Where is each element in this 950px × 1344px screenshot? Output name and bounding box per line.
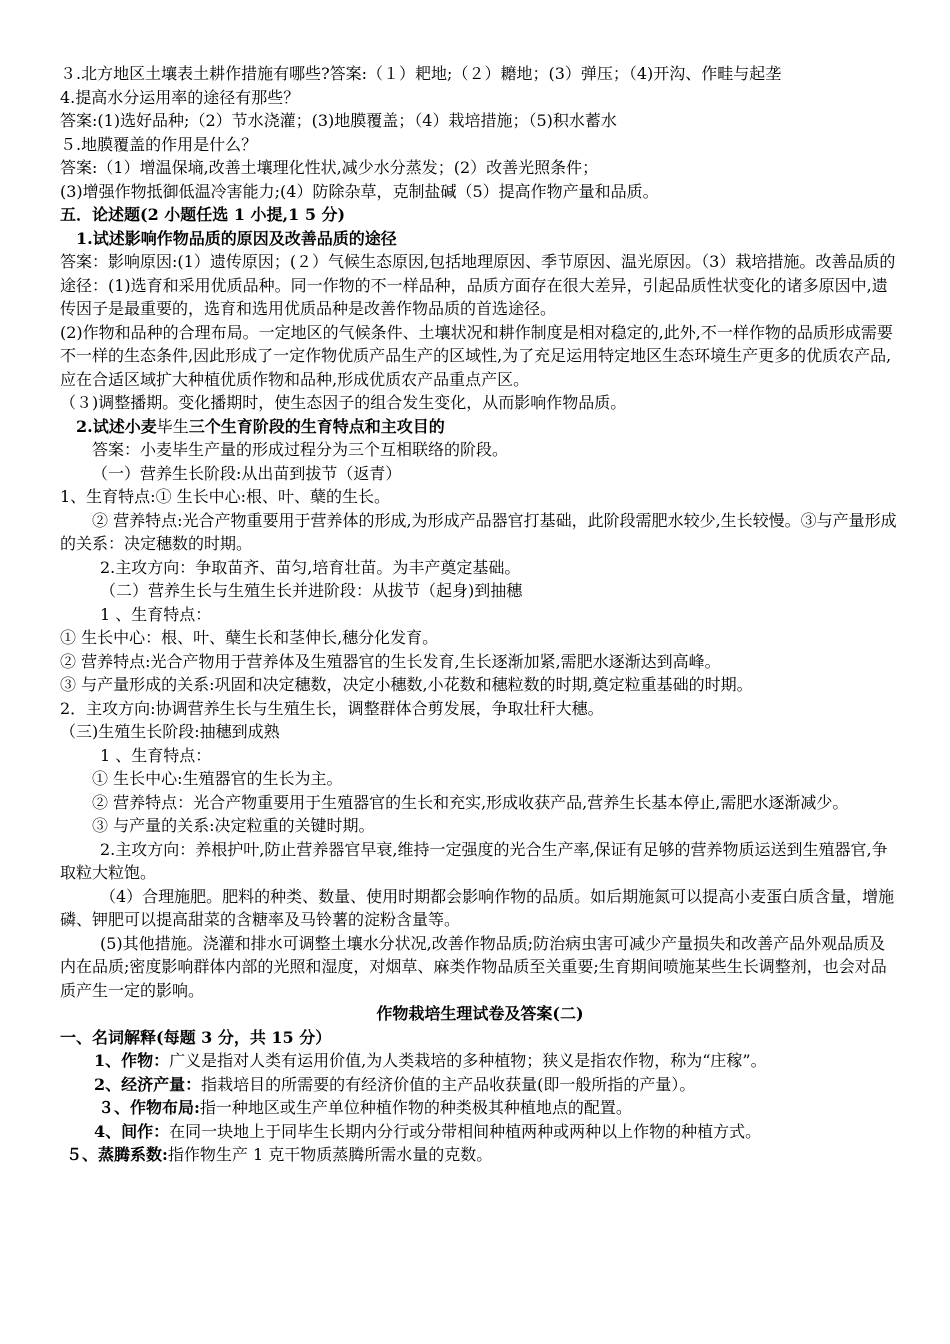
essay-2-title-part-c: 三个生育阶段的生育特点和主攻目的 <box>188 416 445 436</box>
stage-2-feature-label: 1 、生育特点： <box>100 604 212 624</box>
stage-3-feature-label: 1 、生育特点： <box>100 745 212 765</box>
term-4 <box>60 1120 900 1144</box>
term-3 <box>60 1096 900 1120</box>
measure-4: （4）合理施肥。肥料的种类、数量、使用时期都会影响作物的品质。如后期施氮可以提高小麦蛋白质含量，增施磷、钾肥可以提高甜菜的含糖率及马铃薯的淀粉含量等。 <box>60 886 895 929</box>
term-1 <box>60 1049 900 1073</box>
essay-1-paragraph-1: 答案：影响原因:(1）遗传原因；(２）气候生态原因,包括地理原因、季节原因、温光原因。（3）栽培措施。改善品质的途径：(1)选育和采用优质品种。同一作物的不一样品种，品质方面存在很大差异，引起品质性状变化的诸多原因中,遗传因子是最重要的，选育和选用优质品种是改善作物品质的首选途径。 <box>60 252 896 318</box>
term-2-definition: 指栽培目的所需要的有经济价值的主产品收获量(即一般所指的产量）。 <box>201 1074 696 1094</box>
term-3-definition: 指一种地区或生产单位种植作物的种类极其种植地点的配置。 <box>199 1098 632 1117</box>
question-5: ５.地膜覆盖的作用是什么？ <box>60 134 258 154</box>
stage-2-center: ① 生长中心：根、叶、蘖生长和茎伸长,穗分化发育。 <box>60 628 439 647</box>
essay-1-paragraph-3: （３)调整播期。变化播期时，使生态因子的组合发生变化，从而影响作物品质。 <box>60 393 627 412</box>
term-2-name: 2、经济产量 <box>94 1074 186 1094</box>
stage-3-relation: ③ 与产量的关系:决定粒重的关键时期。 <box>92 816 375 835</box>
essay-2-title-part-b: 毕生 <box>156 416 189 436</box>
essay-2-title <box>60 415 900 439</box>
question-4: 4.提高水分运用率的途径有那些？ <box>60 87 300 107</box>
term-2 <box>60 1073 900 1097</box>
essay-2-title-part-a: 2.试述小麦 <box>76 416 157 436</box>
term-1-name: 1、作物 <box>94 1051 154 1070</box>
term-4-name: 4、间作 <box>94 1121 154 1141</box>
term-2-separator: ： <box>185 1074 202 1094</box>
stage-2-title: （二）营养生长与生殖生长并进阶段：从拔节（起身)到抽穗 <box>100 581 523 600</box>
essay-1-paragraph-2: (2)作物和品种的合理布局。一定地区的气候条件、土壤状况和耕作制度是相对稳定的,此外,不一样作物的品质形成需要不一样的生态条件,因此形成了一定作物优质产品生产的区域性,为了充足运用特定地区生态环境生产更多的优质农产品,应在合适区域扩大种植优质作物和品种,形成优质农产品重点产区。 <box>60 322 893 389</box>
part-1-title: 一、名词解释(每题 3 分，共 15 分） <box>60 1027 332 1047</box>
question-3: ３.北方地区土壤表土耕作措施有哪些?答案:（１）耙地;（２）耱地；(3）弹压；（4)开沟、作畦与起垄 <box>60 64 782 83</box>
stage-1-feature: 1、生育特点:① 生长中心:根、叶、蘖的生长。 <box>60 487 391 506</box>
stage-2-nutrition: ② 营养特点:光合产物用于营养体及生殖器官的生长发育,生长逐渐加紧,需肥水逐渐达到高峰。 <box>60 651 721 671</box>
term-5-separator: : <box>162 1145 168 1164</box>
essay-2-answer: 答案：小麦毕生产量的形成过程分为三个互相联络的阶段。 <box>92 440 509 459</box>
term-3-name: ３、作物布局 <box>98 1098 195 1117</box>
term-3-separator: : <box>194 1098 200 1117</box>
term-5-name: ５、蒸腾系数 <box>66 1145 163 1164</box>
stage-3-nutrition: ② 营养特点：光合产物重要用于生殖器官的生长和充实,形成收获产品,营养生长基本停止,需肥水逐渐减少。 <box>92 792 849 812</box>
stage-3-center: ① 生长中心:生殖器官的生长为主。 <box>92 769 343 788</box>
stage-3-title: （三)生殖生长阶段:抽穗到成熟 <box>60 722 280 741</box>
term-4-separator: ： <box>153 1121 170 1141</box>
stage-1-nutrition: ② 营养特点:光合产物重要用于营养体的形成,为形成产品器官打基础，此阶段需肥水较少,生长较慢。③与产量形成的关系：决定穗数的时期。 <box>60 510 897 553</box>
term-1-definition: 广义是指对人类有运用价值,为人类栽培的多种植物；狭义是指农作物，称为“庄稼”。 <box>169 1051 767 1070</box>
stage-1-title: （一）营养生长阶段:从出苗到拔节（返青） <box>92 463 402 483</box>
stage-3-direction: 2.主攻方向：养根护叶,防止营养器官早衰,维持一定强度的光合生产率,保证有足够的营养物质运送到生殖器官,争取粒大粒饱。 <box>60 839 888 882</box>
measure-5: (5)其他措施。浇灌和排水可调整土壤水分状况,改善作物品质;防治病虫害可减少产量损失和改善产品外观品质及内在品质;密度影响群体内部的光照和湿度，对烟草、麻类作物品质至关重要;生育期间喷施某些生长调整剂，也会对品质产生一定的影响。 <box>60 933 887 1000</box>
term-4-definition: 在同一块地上于同毕生长期内分行或分带相间种植两种或两种以上作物的种植方式。 <box>169 1121 762 1141</box>
question-5-answer-line-2: (3)增强作物抵御低温冷害能力;(4）防除杂草，克制盐碱（5）提高作物产量和品质。 <box>60 181 659 201</box>
stage-1-direction: 2.主攻方向：争取苗齐、苗匀,培育壮苗。为丰产奠定基础。 <box>100 557 521 577</box>
term-5-definition: 指作物生产 1 克干物质蒸腾所需水量的克数。 <box>167 1145 493 1164</box>
essay-1-title: 1.试述影响作物品质的原因及改善品质的途径 <box>76 228 397 248</box>
stage-2-direction: 2．主攻方向:协调营养生长与生殖生长，调整群体合剪发展，争取壮秆大穗。 <box>60 698 604 718</box>
stage-2-relation: ③ 与产量形成的关系:巩固和决定穗数，决定小穗数,小花数和穗粒数的时期,奠定粒重基础的时期。 <box>60 675 753 694</box>
question-5-answer-line-1: 答案:（1）增温保墒,改善土壤理化性状,减少水分蒸发；(2）改善光照条件； <box>60 158 599 177</box>
term-5 <box>60 1143 900 1167</box>
question-4-answer: 答案:(1)选好品种;（2）节水浇灌；(3)地膜覆盖；（4）栽培措施；（5)积水蓄水 <box>60 111 617 130</box>
term-1-separator: ： <box>153 1051 170 1070</box>
section-5-title: 五．论述题(2 小题任选 1 小提,1 5 分) <box>60 205 346 224</box>
exam-2-title: 作物栽培生理试卷及答案(二) <box>376 1004 584 1023</box>
